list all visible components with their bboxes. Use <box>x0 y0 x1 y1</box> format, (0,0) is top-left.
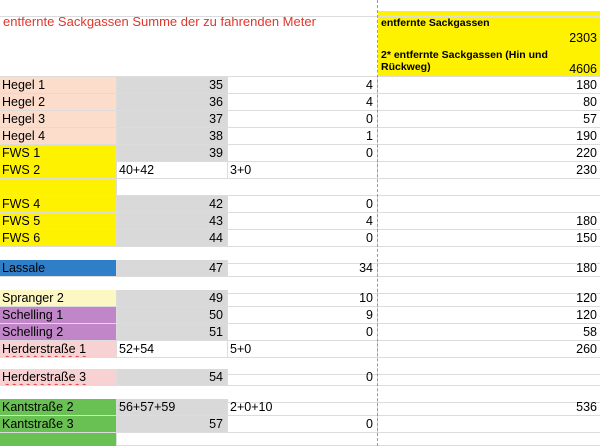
cell-c[interactable]: 0 <box>228 416 378 432</box>
cell-d[interactable]: 190 <box>576 129 597 143</box>
cell-c[interactable]: 0 <box>228 196 378 212</box>
page-break-line <box>377 0 378 446</box>
cell-c[interactable]: 4 <box>228 94 378 110</box>
cell-c[interactable]: 2+0+10 <box>228 399 378 415</box>
grid-row <box>0 433 600 446</box>
table-row <box>0 145 600 162</box>
table-row <box>0 341 600 358</box>
cell-c[interactable]: 0 <box>228 324 378 340</box>
table-row <box>0 416 600 433</box>
cell-d[interactable]: 536 <box>576 400 597 414</box>
cell-c[interactable]: 4 <box>228 213 378 229</box>
table-row <box>0 111 600 128</box>
table-row <box>0 128 600 145</box>
cell-name[interactable]: FWS 1 <box>0 145 117 161</box>
cell-b[interactable]: 40+42 <box>117 162 228 178</box>
cell-name[interactable]: FWS 6 <box>0 230 117 246</box>
cell-b[interactable]: 35 <box>117 77 228 93</box>
cell-d[interactable]: 260 <box>576 342 597 356</box>
cell-c[interactable]: 34 <box>228 260 378 276</box>
cell-b[interactable]: 56+57+59 <box>117 399 228 415</box>
cell-name[interactable] <box>0 369 117 385</box>
table-row <box>0 324 600 341</box>
cell-c[interactable]: 0 <box>228 111 378 127</box>
cell-d[interactable]: 180 <box>576 214 597 228</box>
cell-c[interactable]: 9 <box>228 307 378 323</box>
cell-d[interactable]: 230 <box>576 163 597 177</box>
cell-name[interactable]: Schelling 2 <box>0 324 117 340</box>
cell-b[interactable]: 39 <box>117 145 228 161</box>
cell-b[interactable]: 44 <box>117 230 228 246</box>
table-row <box>0 260 600 277</box>
table-row <box>0 369 600 386</box>
cell-c[interactable]: 4 <box>228 77 378 93</box>
sheet-title[interactable]: entfernte Sackgassen Summe der zu fahrenden Meter <box>3 14 316 29</box>
cell-name[interactable]: Kantstraße 2 <box>0 399 117 415</box>
summary-label-1: entfernte Sackgassen <box>381 17 490 29</box>
cell-b[interactable]: 42 <box>117 196 228 212</box>
cell-d[interactable] <box>378 369 600 385</box>
cell-c[interactable]: 0 <box>228 230 378 246</box>
cell-d[interactable]: 180 <box>576 78 597 92</box>
table-row <box>0 213 600 230</box>
cell-b[interactable]: 43 <box>117 213 228 229</box>
cell-b[interactable]: 51 <box>117 324 228 340</box>
cell-d[interactable]: 180 <box>576 261 597 275</box>
cell-name-text: Herderstraße 3 <box>2 370 87 384</box>
grid-row <box>0 60 600 77</box>
table-row <box>0 307 600 324</box>
cell-b[interactable]: 54 <box>117 369 228 385</box>
cell-b[interactable]: 47 <box>117 260 228 276</box>
cell-d[interactable] <box>378 196 600 212</box>
cell-name-empty[interactable] <box>0 179 117 195</box>
cell-b[interactable]: 38 <box>117 128 228 144</box>
cell-d[interactable]: 58 <box>583 325 597 339</box>
cell-b[interactable]: 57 <box>117 416 228 432</box>
cell-name[interactable]: FWS 2 <box>0 162 117 178</box>
cell-name[interactable]: Lassale <box>0 260 117 276</box>
table-row <box>0 399 600 416</box>
cell-b[interactable]: 50 <box>117 307 228 323</box>
cell-b[interactable]: 36 <box>117 94 228 110</box>
table-row <box>0 162 600 179</box>
table-row <box>0 94 600 111</box>
cell-name[interactable]: Hegel 3 <box>0 111 117 127</box>
cell-c[interactable]: 10 <box>228 290 378 306</box>
cell-d[interactable]: 120 <box>576 308 597 322</box>
cell-name[interactable]: Hegel 4 <box>0 128 117 144</box>
cell-b[interactable]: 49 <box>117 290 228 306</box>
cell-name[interactable]: FWS 5 <box>0 213 117 229</box>
cell-name-text: Herderstraße 1 <box>2 342 87 356</box>
cell-name[interactable]: Hegel 2 <box>0 94 117 110</box>
cell-c[interactable]: 0 <box>228 369 378 385</box>
summary-value-2: 4606 <box>569 62 597 76</box>
cell-d[interactable] <box>378 416 600 432</box>
table-row <box>0 230 600 247</box>
table-row <box>0 196 600 213</box>
cell-d[interactable]: 150 <box>576 231 597 245</box>
cell-name-empty[interactable] <box>0 433 117 446</box>
cell-name[interactable]: Kantstraße 3 <box>0 416 117 432</box>
table-row <box>0 77 600 94</box>
cell-d[interactable]: 120 <box>576 291 597 305</box>
cell-name[interactable] <box>0 341 117 357</box>
grid-row <box>0 179 600 196</box>
cell-b[interactable]: 37 <box>117 111 228 127</box>
cell-c[interactable]: 5+0 <box>228 341 378 357</box>
cell-d[interactable]: 57 <box>583 112 597 126</box>
table-row <box>0 290 600 307</box>
cell-b[interactable]: 52+54 <box>117 341 228 357</box>
cell-name[interactable]: Schelling 1 <box>0 307 117 323</box>
cell-d[interactable]: 220 <box>576 146 597 160</box>
cell-c[interactable]: 0 <box>228 145 378 161</box>
cell-c[interactable]: 3+0 <box>228 162 378 178</box>
cell-name[interactable]: Hegel 1 <box>0 77 117 93</box>
cell-c[interactable]: 1 <box>228 128 378 144</box>
cell-name[interactable]: FWS 4 <box>0 196 117 212</box>
cell-d[interactable]: 80 <box>583 95 597 109</box>
summary-value-1: 2303 <box>569 31 597 45</box>
grid-row <box>0 0 600 17</box>
cell-name[interactable]: Spranger 2 <box>0 290 117 306</box>
summary-label-2: 2* entfernte Sackgassen (Hin und Rückweg) <box>381 49 548 73</box>
